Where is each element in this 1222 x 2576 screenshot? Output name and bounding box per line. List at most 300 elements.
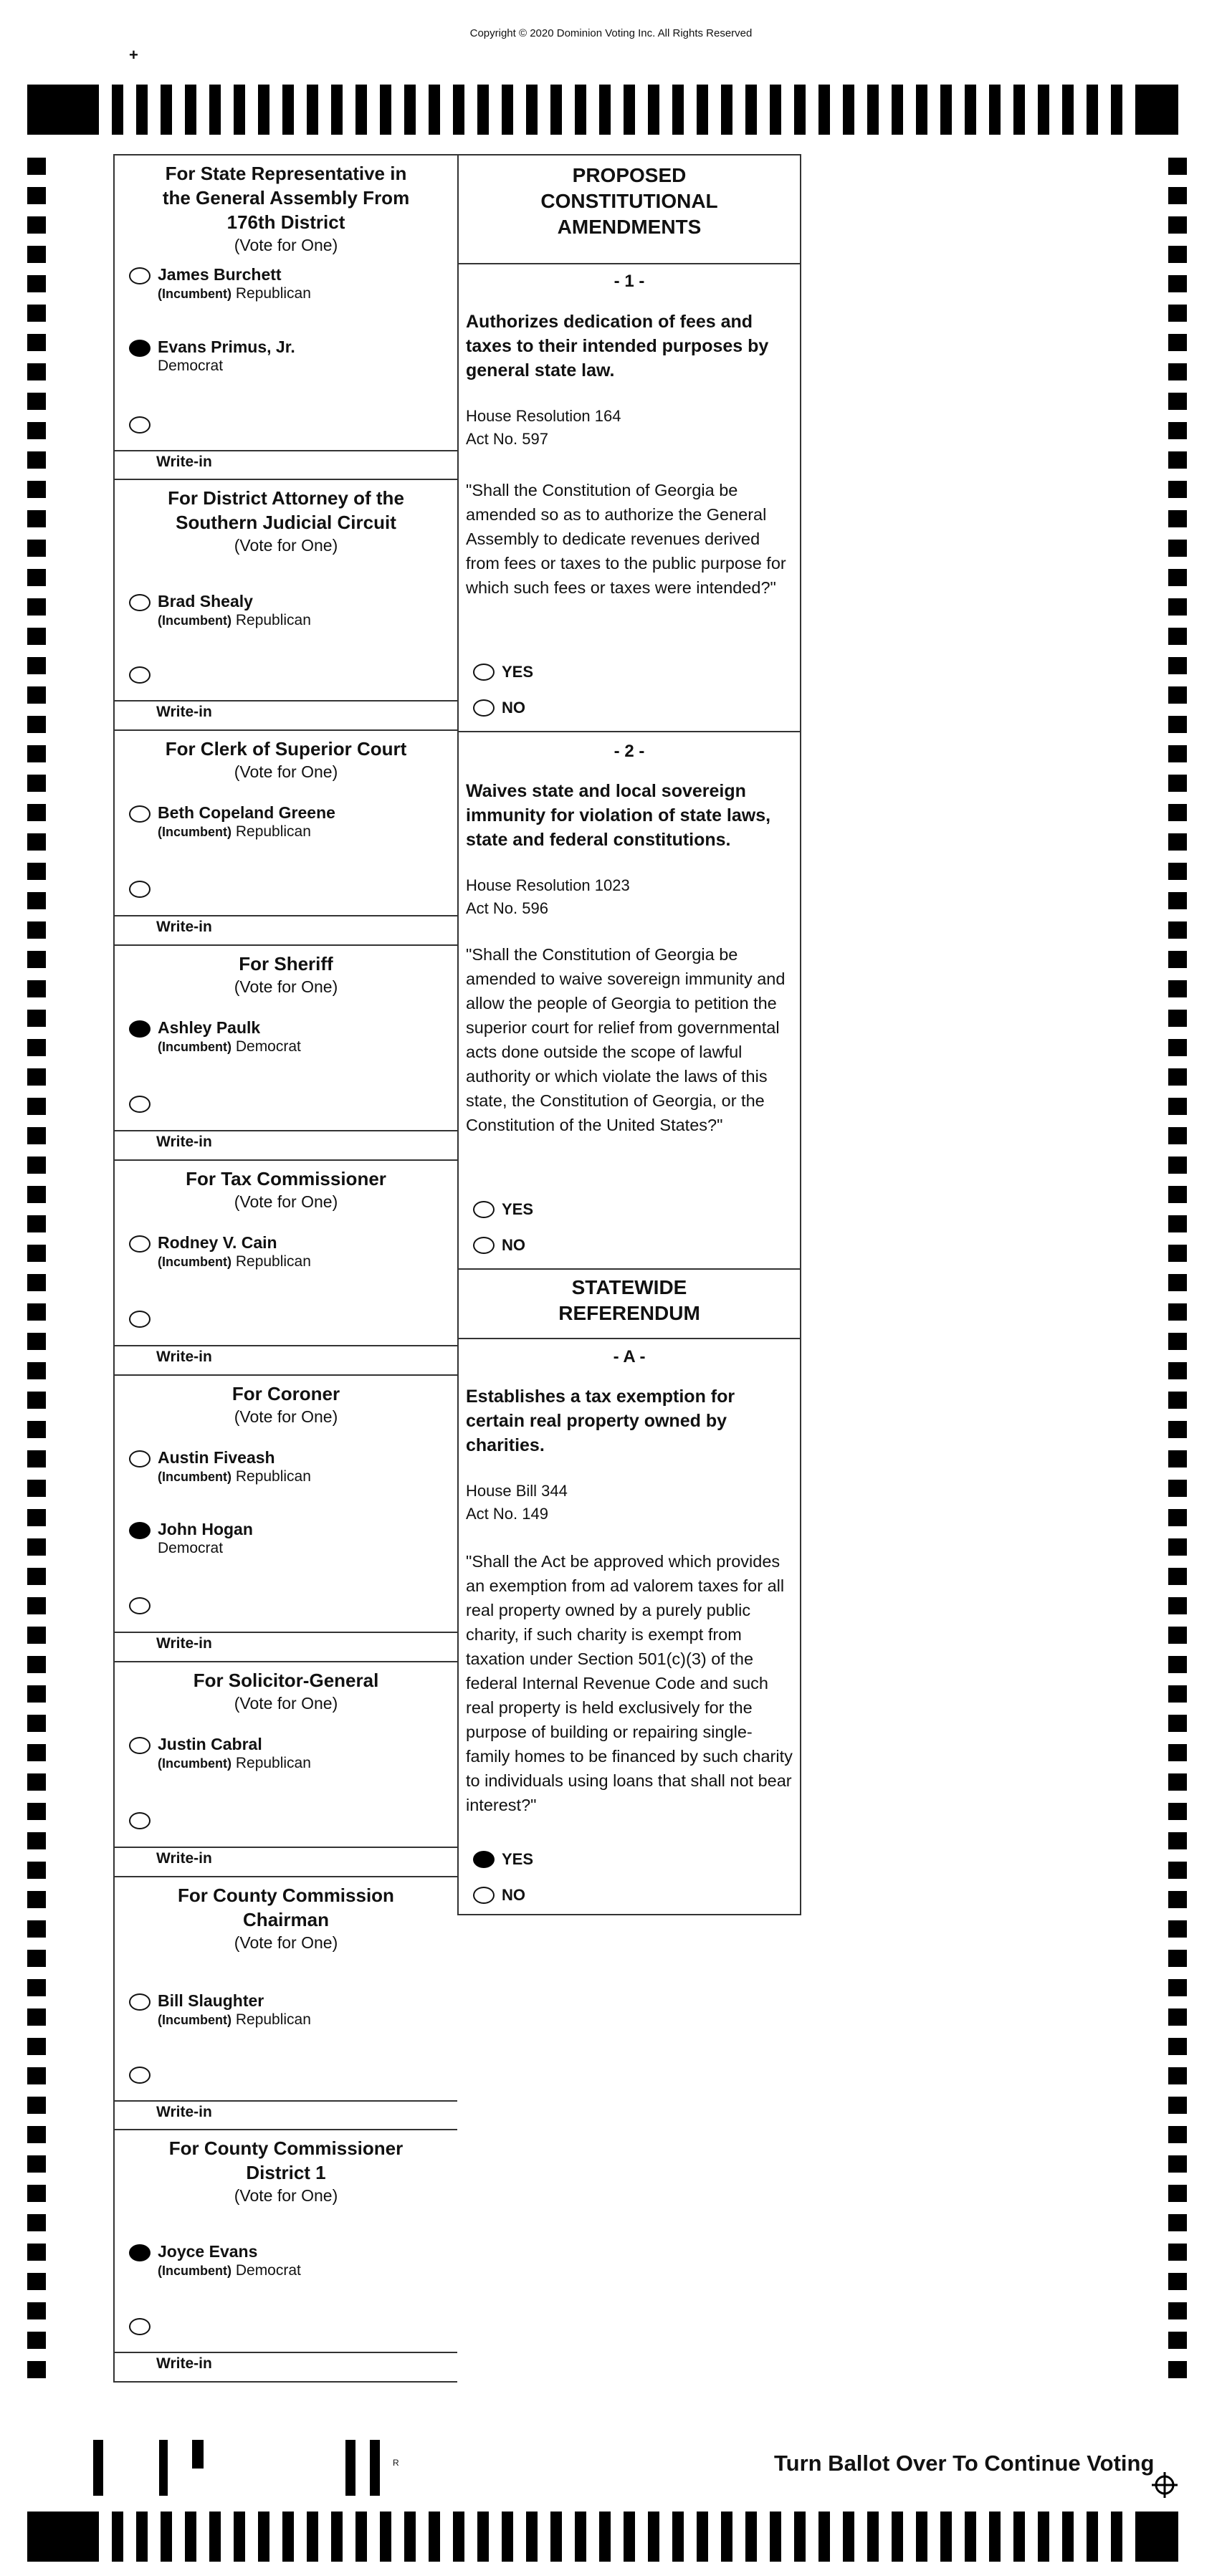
race-title: For Sheriff bbox=[239, 953, 333, 975]
timing-mark bbox=[1087, 2512, 1098, 2562]
write-in-line[interactable] bbox=[115, 1847, 457, 1848]
candidate-info bbox=[158, 591, 311, 630]
timing-mark bbox=[27, 745, 46, 762]
candidate-party: (Incumbent) Republican bbox=[158, 1755, 311, 1771]
candidate-party: (Incumbent) Democrat bbox=[158, 2262, 301, 2279]
candidate-option[interactable] bbox=[129, 264, 311, 303]
timing-mark bbox=[1168, 1068, 1187, 1086]
write-in-oval[interactable] bbox=[129, 2318, 151, 2335]
timing-mark bbox=[27, 481, 46, 498]
candidate-name: John Hogan bbox=[158, 1520, 253, 1538]
timing-mark bbox=[27, 187, 46, 204]
timing-mark bbox=[27, 1480, 46, 1497]
timing-mark bbox=[27, 1215, 46, 1232]
candidate-party: Democrat bbox=[158, 358, 224, 374]
timing-mark bbox=[1168, 1421, 1187, 1438]
timing-mark bbox=[867, 85, 879, 135]
timing-mark bbox=[404, 85, 416, 135]
timing-mark bbox=[721, 85, 732, 135]
candidate-info bbox=[158, 803, 335, 841]
candidate-party: Democrat bbox=[158, 1540, 224, 1556]
candidate-option[interactable] bbox=[129, 1232, 311, 1271]
timing-mark bbox=[1168, 2008, 1187, 2026]
write-in-label: Write-in bbox=[156, 1134, 212, 1150]
timing-mark bbox=[1168, 892, 1187, 909]
timing-mark bbox=[27, 510, 46, 527]
write-in-line[interactable] bbox=[115, 450, 457, 451]
candidate-option[interactable] bbox=[129, 2241, 301, 2280]
timing-mark bbox=[1168, 2155, 1187, 2173]
timing-mark bbox=[1111, 85, 1122, 135]
divider bbox=[459, 1268, 800, 1270]
footer-mark bbox=[93, 2440, 103, 2496]
act-number: Act No. 149 bbox=[466, 1505, 548, 1523]
timing-mark bbox=[1168, 921, 1187, 939]
race-title: For Coroner bbox=[231, 1383, 340, 1404]
timing-mark bbox=[27, 1127, 46, 1144]
timing-mark bbox=[27, 1715, 46, 1732]
timing-mark bbox=[1168, 1333, 1187, 1350]
timing-mark bbox=[27, 1245, 46, 1262]
candidate-option[interactable] bbox=[129, 1018, 301, 1056]
candidate-info bbox=[158, 264, 311, 303]
timing-mark bbox=[965, 85, 976, 135]
timing-mark bbox=[1168, 1509, 1187, 1526]
footer-mark bbox=[159, 2440, 168, 2496]
timing-mark bbox=[1168, 2126, 1187, 2143]
timing-mark bbox=[234, 85, 245, 135]
timing-mark bbox=[1135, 2512, 1178, 2562]
candidate-party: (Incumbent) Republican bbox=[158, 1468, 311, 1485]
timing-mark bbox=[1168, 1538, 1187, 1556]
timing-mark bbox=[745, 2512, 757, 2562]
timing-mark bbox=[1168, 393, 1187, 410]
timing-mark bbox=[27, 686, 46, 704]
vote-oval-marked[interactable] bbox=[129, 1020, 151, 1038]
timing-mark bbox=[965, 2512, 976, 2562]
timing-mark bbox=[27, 1303, 46, 1321]
timing-mark bbox=[453, 85, 464, 135]
timing-mark bbox=[1168, 775, 1187, 792]
candidate-name: Beth Copeland Greene bbox=[158, 803, 335, 822]
race-title: For County Commission Chairman bbox=[178, 1885, 394, 1930]
vote-for-one: (Vote for One) bbox=[234, 2186, 338, 2205]
timing-mark bbox=[1168, 1362, 1187, 1379]
timing-mark bbox=[916, 2512, 927, 2562]
timing-mark bbox=[27, 1568, 46, 1585]
timing-mark bbox=[27, 275, 46, 292]
write-in-line[interactable] bbox=[115, 2352, 457, 2353]
yes-label: YES bbox=[502, 663, 534, 681]
timing-mark bbox=[1062, 85, 1074, 135]
vote-oval[interactable] bbox=[129, 267, 151, 284]
timing-mark bbox=[161, 2512, 172, 2562]
timing-mark bbox=[1168, 275, 1187, 292]
timing-mark bbox=[27, 2126, 46, 2143]
timing-mark bbox=[27, 451, 46, 469]
timing-mark bbox=[770, 2512, 781, 2562]
timing-mark bbox=[1168, 863, 1187, 880]
candidate-name: James Burchett bbox=[158, 265, 282, 284]
candidate-option[interactable] bbox=[129, 591, 311, 630]
write-in-label: Write-in bbox=[156, 2104, 212, 2120]
timing-mark bbox=[209, 2512, 221, 2562]
candidate-option[interactable] bbox=[129, 1447, 311, 1486]
timing-mark bbox=[1168, 1950, 1187, 1967]
timing-mark bbox=[794, 2512, 806, 2562]
timing-mark bbox=[502, 85, 513, 135]
timing-mark bbox=[136, 85, 148, 135]
timing-mark bbox=[27, 1803, 46, 1820]
vote-oval[interactable] bbox=[129, 1737, 151, 1754]
timing-mark bbox=[867, 2512, 879, 2562]
timing-mark bbox=[1168, 1039, 1187, 1056]
timing-mark bbox=[1168, 2038, 1187, 2055]
write-in-oval[interactable] bbox=[129, 1812, 151, 1829]
write-in-label: Write-in bbox=[156, 1349, 212, 1365]
footer-mark bbox=[345, 2440, 355, 2496]
timing-mark bbox=[27, 1509, 46, 1526]
timing-mark bbox=[1168, 1656, 1187, 1673]
timing-mark bbox=[599, 2512, 611, 2562]
timing-mark bbox=[27, 1773, 46, 1791]
question-number: - 2 - bbox=[614, 742, 645, 761]
timing-mark bbox=[27, 1392, 46, 1409]
timing-mark bbox=[1038, 2512, 1049, 2562]
timing-mark bbox=[27, 2008, 46, 2026]
vote-oval[interactable] bbox=[473, 1201, 495, 1218]
timing-mark bbox=[624, 2512, 635, 2562]
timing-mark bbox=[27, 921, 46, 939]
timing-mark bbox=[1168, 657, 1187, 674]
vote-oval[interactable] bbox=[129, 1993, 151, 2011]
timing-mark bbox=[1013, 85, 1025, 135]
write-in-oval[interactable] bbox=[129, 2067, 151, 2084]
timing-mark bbox=[1168, 2332, 1187, 2349]
timing-mark bbox=[27, 1098, 46, 1115]
candidate-info bbox=[158, 1447, 311, 1486]
candidate-name: Brad Shealy bbox=[158, 592, 253, 611]
question-summary: Establishes a tax exemption for certain real property owned by charities. bbox=[466, 1387, 735, 1455]
timing-mark bbox=[27, 892, 46, 909]
timing-mark bbox=[27, 1744, 46, 1761]
timing-mark bbox=[794, 85, 806, 135]
timing-mark bbox=[27, 1274, 46, 1291]
vote-oval[interactable] bbox=[129, 1450, 151, 1467]
timing-mark bbox=[843, 2512, 854, 2562]
timing-mark bbox=[1168, 951, 1187, 968]
race-district-attorney bbox=[115, 480, 457, 731]
candidate-option[interactable] bbox=[129, 1991, 311, 2029]
timing-mark bbox=[1168, 1832, 1187, 1849]
act-number: Act No. 597 bbox=[466, 430, 548, 448]
candidate-info bbox=[158, 1734, 311, 1773]
timing-mark bbox=[27, 246, 46, 263]
timing-mark bbox=[526, 2512, 538, 2562]
timing-mark bbox=[27, 2214, 46, 2231]
candidate-name: Ashley Paulk bbox=[158, 1018, 261, 1037]
write-in-label: Write-in bbox=[156, 2355, 212, 2372]
write-in-oval[interactable] bbox=[129, 1597, 151, 1614]
timing-mark bbox=[27, 2244, 46, 2261]
timing-mark bbox=[27, 2067, 46, 2084]
race-sheriff bbox=[115, 946, 457, 1161]
bill-number: House Bill 344 bbox=[466, 1482, 568, 1500]
timing-mark bbox=[940, 2512, 952, 2562]
timing-mark bbox=[27, 422, 46, 439]
question-text: "Shall the Act be approved which provides an exemption from ad valorem taxes for all real property owned by a purely public charity, if such charity is exempt from taxation under Section 501(c)(3) of the federal Internal Revenue Code and such real property is held exclusively for the purpose of building or repairing single-family homes to be financed by such charity to individuals using loans that shall not bear interest?" bbox=[466, 1552, 793, 1814]
write-in-line[interactable] bbox=[115, 1345, 457, 1346]
timing-mark bbox=[355, 2512, 367, 2562]
timing-mark bbox=[1168, 1979, 1187, 1996]
timing-mark bbox=[380, 85, 391, 135]
candidate-option[interactable] bbox=[129, 337, 295, 375]
timing-mark bbox=[672, 2512, 684, 2562]
candidate-party: (Incumbent) Republican bbox=[158, 2011, 311, 2028]
timing-mark bbox=[697, 2512, 708, 2562]
timing-mark bbox=[429, 85, 440, 135]
write-in-oval[interactable] bbox=[129, 416, 151, 434]
timing-mark bbox=[112, 2512, 123, 2562]
timing-mark bbox=[940, 85, 952, 135]
vote-for-one: (Vote for One) bbox=[234, 1192, 338, 1211]
timing-mark bbox=[1168, 1245, 1187, 1262]
timing-mark bbox=[27, 2512, 99, 2562]
timing-mark bbox=[258, 2512, 269, 2562]
write-in-label: Write-in bbox=[156, 919, 212, 935]
resolution-number: House Resolution 164 bbox=[466, 407, 621, 425]
vote-for-one: (Vote for One) bbox=[234, 977, 338, 996]
timing-mark bbox=[27, 85, 99, 135]
no-option[interactable] bbox=[473, 1236, 525, 1255]
timing-mark bbox=[1168, 305, 1187, 322]
race-county-commission-chairman bbox=[115, 1877, 457, 2130]
vote-oval-marked[interactable] bbox=[473, 1851, 495, 1868]
yes-option[interactable] bbox=[473, 663, 533, 681]
timing-mark bbox=[1168, 745, 1187, 762]
timing-mark bbox=[1168, 510, 1187, 527]
write-in-oval[interactable] bbox=[129, 666, 151, 684]
timing-mark bbox=[526, 85, 538, 135]
footer-mark bbox=[370, 2440, 380, 2496]
timing-mark bbox=[1168, 1715, 1187, 1732]
timing-mark bbox=[136, 2512, 148, 2562]
timing-mark bbox=[307, 2512, 318, 2562]
timing-mark bbox=[1168, 2273, 1187, 2290]
race-county-commissioner-district-1 bbox=[115, 2130, 457, 2381]
candidate-option[interactable] bbox=[129, 1734, 311, 1773]
timing-mark bbox=[1168, 2361, 1187, 2378]
vote-for-one: (Vote for One) bbox=[234, 536, 338, 555]
timing-mark bbox=[477, 2512, 489, 2562]
timing-mark bbox=[27, 1450, 46, 1467]
timing-mark bbox=[770, 85, 781, 135]
timing-mark bbox=[27, 158, 46, 175]
timing-mark bbox=[27, 2332, 46, 2349]
timing-mark bbox=[1168, 1627, 1187, 1644]
candidate-name: Bill Slaughter bbox=[158, 1991, 264, 2010]
resolution-number: House Resolution 1023 bbox=[466, 876, 630, 894]
vote-for-one: (Vote for One) bbox=[234, 1694, 338, 1713]
timing-mark bbox=[1111, 2512, 1122, 2562]
timing-mark bbox=[1168, 481, 1187, 498]
timing-mark bbox=[331, 85, 343, 135]
timing-mark bbox=[1062, 2512, 1074, 2562]
footer-mark bbox=[192, 2440, 204, 2469]
race-title: For Tax Commissioner bbox=[186, 1168, 386, 1189]
vote-oval[interactable] bbox=[473, 1237, 495, 1254]
write-in-line[interactable] bbox=[115, 2100, 457, 2102]
timing-mark bbox=[599, 85, 611, 135]
timing-mark bbox=[185, 85, 196, 135]
candidate-info bbox=[158, 1232, 311, 1271]
timing-mark bbox=[27, 1950, 46, 1967]
timing-mark bbox=[1168, 187, 1187, 204]
timing-mark bbox=[27, 951, 46, 968]
timing-mark bbox=[1168, 1098, 1187, 1115]
vote-for-one: (Vote for One) bbox=[234, 236, 338, 254]
timing-mark bbox=[697, 85, 708, 135]
race-solicitor-general bbox=[115, 1662, 457, 1877]
timing-mark bbox=[27, 657, 46, 674]
timing-mark bbox=[27, 1010, 46, 1027]
timing-mark bbox=[1168, 2302, 1187, 2319]
vote-oval-marked[interactable] bbox=[129, 340, 151, 357]
timing-mark bbox=[1168, 1685, 1187, 1703]
timing-mark bbox=[648, 2512, 659, 2562]
copyright-notice: Copyright © 2020 Dominion Voting Inc. All Rights Reserved bbox=[469, 27, 753, 39]
timing-mark bbox=[1168, 1274, 1187, 1291]
candidate-info bbox=[158, 337, 295, 375]
timing-mark bbox=[1168, 1803, 1187, 1820]
write-in-label: Write-in bbox=[156, 454, 212, 470]
vote-oval[interactable] bbox=[473, 699, 495, 717]
timing-mark bbox=[161, 85, 172, 135]
timing-mark bbox=[1168, 980, 1187, 997]
no-option[interactable] bbox=[473, 1886, 525, 1905]
write-in-oval[interactable] bbox=[129, 1311, 151, 1328]
referendum-header: STATEWIDE REFERENDUM bbox=[459, 1275, 800, 1339]
act-number: Act No. 596 bbox=[466, 899, 548, 917]
race-title: For Clerk of Superior Court bbox=[165, 738, 407, 760]
timing-mark bbox=[1168, 216, 1187, 234]
timing-mark bbox=[234, 2512, 245, 2562]
race-tax-commissioner bbox=[115, 1161, 457, 1376]
timing-mark bbox=[27, 1862, 46, 1879]
vote-oval[interactable] bbox=[129, 1235, 151, 1253]
race-title: For Solicitor-General bbox=[193, 1670, 379, 1691]
no-option[interactable] bbox=[473, 699, 525, 717]
timing-mark bbox=[1168, 1186, 1187, 1203]
vote-oval[interactable] bbox=[129, 805, 151, 823]
yes-option[interactable] bbox=[473, 1850, 533, 1869]
timing-mark bbox=[1168, 1597, 1187, 1614]
timing-mark bbox=[1168, 334, 1187, 351]
timing-mark bbox=[282, 2512, 294, 2562]
footer-small-mark: R bbox=[393, 2458, 399, 2468]
question-column bbox=[457, 154, 801, 1915]
timing-mark bbox=[1168, 1773, 1187, 1791]
timing-mark bbox=[477, 85, 489, 135]
timing-mark bbox=[1168, 1303, 1187, 1321]
write-in-label: Write-in bbox=[156, 1635, 212, 1652]
write-in-line[interactable] bbox=[115, 1130, 457, 1131]
no-label: NO bbox=[502, 1886, 525, 1904]
turn-over-instruction: Turn Ballot Over To Continue Voting bbox=[774, 2451, 1155, 2476]
candidate-info bbox=[158, 1991, 311, 2029]
timing-mark bbox=[672, 85, 684, 135]
timing-mark bbox=[1135, 85, 1178, 135]
timing-mark bbox=[27, 863, 46, 880]
timing-mark bbox=[27, 1920, 46, 1938]
vote-oval-marked[interactable] bbox=[129, 2244, 151, 2261]
yes-option[interactable] bbox=[473, 1200, 533, 1219]
timing-mark bbox=[27, 1039, 46, 1056]
timing-mark bbox=[989, 85, 1001, 135]
timing-mark bbox=[1168, 628, 1187, 645]
timing-mark bbox=[355, 85, 367, 135]
race-state-representative bbox=[115, 155, 457, 480]
timing-mark bbox=[1168, 1392, 1187, 1409]
timing-mark bbox=[1168, 1215, 1187, 1232]
candidate-name: Evans Primus, Jr. bbox=[158, 337, 295, 356]
candidate-option[interactable] bbox=[129, 803, 335, 841]
timing-mark bbox=[27, 334, 46, 351]
timing-mark bbox=[112, 85, 123, 135]
write-in-line[interactable] bbox=[115, 915, 457, 916]
write-in-oval[interactable] bbox=[129, 1096, 151, 1113]
write-in-line[interactable] bbox=[115, 1632, 457, 1633]
timing-mark bbox=[575, 85, 586, 135]
registration-plus-mark: + bbox=[129, 46, 138, 64]
vote-oval[interactable] bbox=[129, 594, 151, 611]
timing-mark bbox=[429, 2512, 440, 2562]
timing-mark bbox=[27, 833, 46, 851]
timing-mark bbox=[27, 1068, 46, 1086]
vote-for-one: (Vote for One) bbox=[234, 1933, 338, 1952]
candidate-info bbox=[158, 1018, 301, 1056]
timing-mark bbox=[27, 2273, 46, 2290]
timing-mark bbox=[1168, 158, 1187, 175]
timing-mark bbox=[27, 2361, 46, 2378]
vote-oval[interactable] bbox=[473, 664, 495, 681]
write-in-oval[interactable] bbox=[129, 881, 151, 898]
timing-mark bbox=[1168, 540, 1187, 557]
timing-mark bbox=[1168, 2214, 1187, 2231]
timing-mark bbox=[404, 2512, 416, 2562]
candidate-name: Rodney V. Cain bbox=[158, 1233, 277, 1252]
timing-mark bbox=[27, 569, 46, 586]
timing-mark bbox=[27, 598, 46, 616]
write-in-line[interactable] bbox=[115, 700, 457, 702]
timing-mark bbox=[27, 1685, 46, 1703]
no-label: NO bbox=[502, 1236, 525, 1254]
timing-mark bbox=[27, 1627, 46, 1644]
vote-oval[interactable] bbox=[473, 1887, 495, 1904]
timing-mark bbox=[1087, 85, 1098, 135]
timing-mark bbox=[27, 1421, 46, 1438]
timing-mark bbox=[27, 1186, 46, 1203]
candidate-name: Justin Cabral bbox=[158, 1735, 262, 1753]
candidate-option[interactable] bbox=[129, 1519, 253, 1558]
candidate-name: Joyce Evans bbox=[158, 2242, 258, 2261]
question-text: "Shall the Constitution of Georgia be amended so as to authorize the General Assembly to dedicate revenues derived from fees or taxes to the public purpose for which such fees or taxes were intended?" bbox=[466, 481, 786, 597]
timing-mark bbox=[27, 980, 46, 997]
timing-mark bbox=[27, 363, 46, 380]
race-title: For District Attorney of the Southern Judicial Circuit bbox=[168, 487, 404, 533]
vote-oval-marked[interactable] bbox=[129, 1522, 151, 1539]
timing-mark bbox=[453, 2512, 464, 2562]
